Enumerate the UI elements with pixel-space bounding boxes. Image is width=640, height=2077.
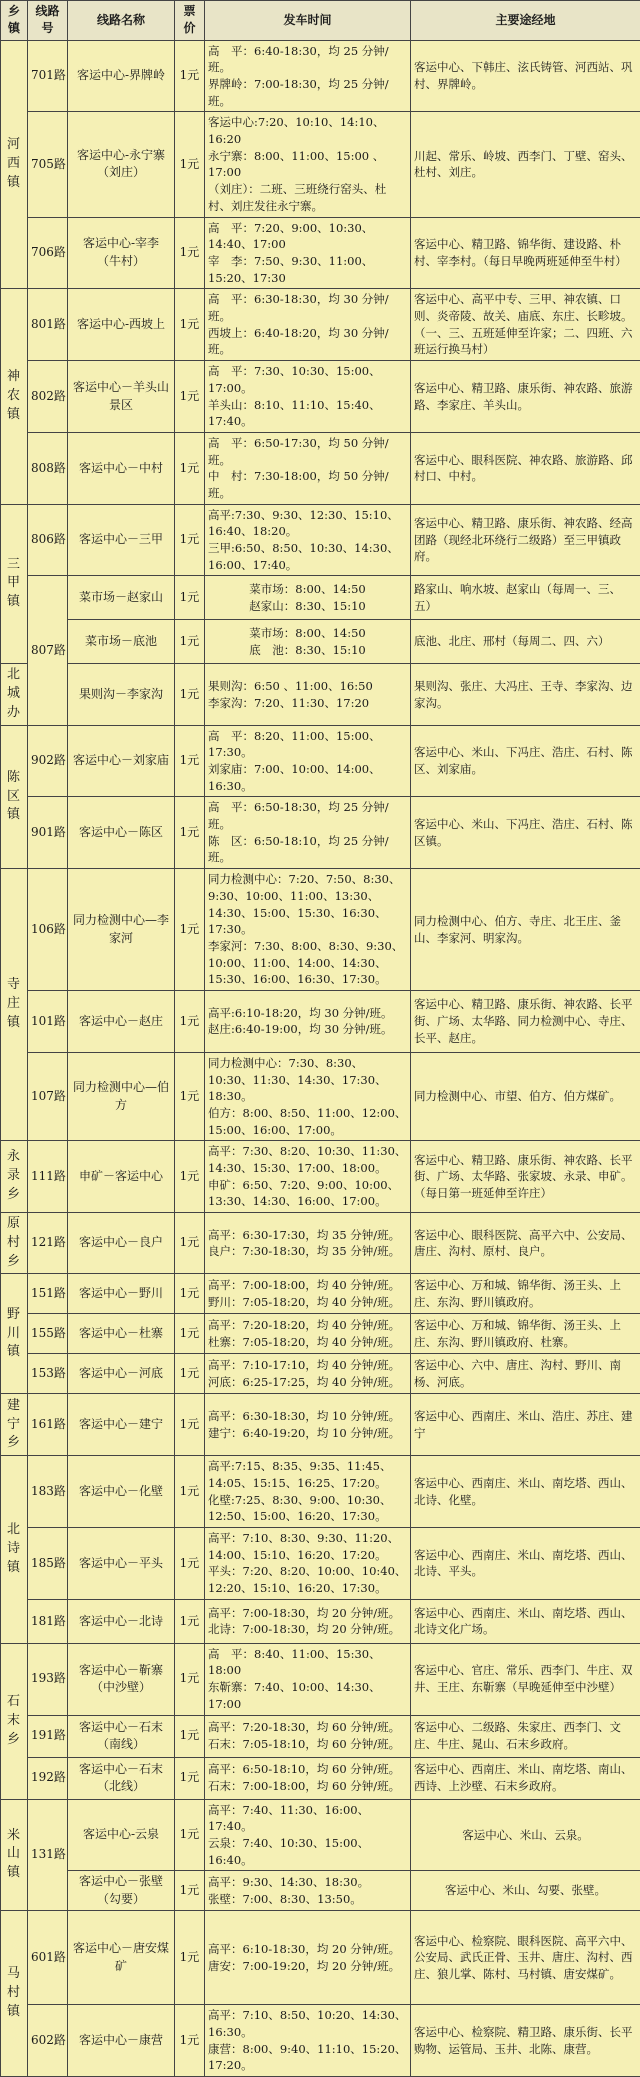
route-number-cell: 131路 [28,1799,68,1911]
table-row [1,1871,640,1911]
table-row [1,576,640,620]
schedule-cell: 高平:7:15、8:35、9:35、11:45、14:05、15:15、16:25、17:20。 化壁:7:25、8:30、9:00、10:30、12:50、15:00、16:20、17:30。 [205,1456,411,1528]
route-name-cell: 客运中心－良户 [68,1212,175,1274]
table-row [1,869,640,991]
table-row [1,990,640,1052]
stops-cell: 客运中心、万和城、锦华街、汤王头、上庄、东沟、野川镇政府。 [411,1274,640,1314]
route-name-cell: 同力检测中心—伯方 [68,1052,175,1140]
route-number-cell: 192路 [28,1757,68,1799]
fare-cell: 1元 [175,361,205,433]
route-name-cell: 客运中心－杜寨 [68,1314,175,1354]
route-name-cell: 客运中心－建宁 [68,1394,175,1456]
route-number-cell: 193路 [28,1643,68,1715]
town-cell: 野川镇 [1,1274,28,1394]
schedule-cell: 高平：7:00-18:30，均 20 分钟/班。 北诗：7:00-18:30，均 20 分钟/班。 [205,1599,411,1643]
table-row [1,1643,640,1715]
route-number-cell: 807路 [28,576,68,726]
fare-cell: 1元 [175,2005,205,2077]
route-name-cell: 客运中心－石末（北线） [68,1757,175,1799]
route-number-cell: 106路 [28,869,68,991]
schedule-cell: 菜市场：8:00、14:50 底 池：8:30、15:10 [205,620,411,664]
fare-cell: 1元 [175,1141,205,1213]
fare-cell: 1元 [175,1394,205,1456]
schedule-cell: 高平：7:20-18:30，均 60 分钟/班。 石末：7:05-18:10，均 60 分钟/班。 [205,1715,411,1757]
route-number-cell: 901路 [28,797,68,869]
header-main-stops: 主要途经地 [411,1,640,41]
stops-cell: 果则沟、张庄、大冯庄、王寺、李家沟、边家沟。 [411,664,640,726]
route-name-cell: 客运中心－石末（南线） [68,1715,175,1757]
schedule-cell: 高平：7:10-17:10，均 40 分钟/班。 河底：6:25-17:25，均 40 分钟/班。 [205,1354,411,1394]
stops-cell: 客运中心、西南庄、米山、南圪塔、南山、西诗、上沙壁、石末乡政府。 [411,1757,640,1799]
table-row [1,1212,640,1274]
table-row [1,1314,640,1354]
fare-cell: 1元 [175,217,205,289]
table-row [1,432,640,504]
route-number-cell: 161路 [28,1394,68,1456]
town-cell: 马村镇 [1,1911,28,2077]
town-cell: 原村乡 [1,1212,28,1274]
stops-cell: 客运中心、精卫路、康乐街、神农路、长平街、广场、太华路、张家坡、永录、申矿。（每日第一班延伸至许庄） [411,1141,640,1213]
stops-cell: 川起、常乐、岭坡、西李门、丁壁、窑头、杜村、刘庄。 [411,112,640,217]
schedule-cell: 高平：7:30、8:20、10:30、11:30、14:30、15:30、17:00、18:00。 申矿：6:50、7:20、9:00、10:00、13:30、14:30、16:00、17:00。 [205,1141,411,1213]
schedule-cell: 高 平：7:30、10:30、15:00、17:00。 羊头山：8:10、11:10、15:40、17:40。 [205,361,411,433]
stops-cell: 客运中心、西南庄、米山、南圪塔、西山、北诗、化壁。 [411,1456,640,1528]
header-route-number: 线路号 [28,1,68,41]
town-cell: 米山镇 [1,1799,28,1911]
table-row [1,1757,640,1799]
fare-cell: 1元 [175,576,205,620]
route-name-cell: 客运中心-界牌岭 [68,40,175,112]
stops-cell: 底池、北庄、邢村（每周二、四、六） [411,620,640,664]
schedule-cell: 同力检测中心：7:20、7:50、8:30、9:30、10:00、11:00、13:30、14:30、15:00、15:30、16:30、17:30。 李家河：7:30、8:00、8:30、9:30、10:00、11:00、14:00、14:30、15:30、16:00、16:30、17:30。 [205,869,411,991]
fare-cell: 1元 [175,725,205,797]
route-number-cell: 111路 [28,1141,68,1213]
schedule-cell: 菜市场：8:00、14:50 赵家山：8:30、15:10 [205,576,411,620]
route-number-cell: 155路 [28,1314,68,1354]
route-number-cell: 183路 [28,1456,68,1528]
schedule-cell: 高 平：8:40、11:00、15:30、18:00 东靳寨：7:40、10:00、14:30、17:00 [205,1643,411,1715]
fare-cell: 1元 [175,1354,205,1394]
fare-cell: 1元 [175,1052,205,1140]
schedule-cell: 高平:7:30、9:30、12:30、15:10、16:40、18:20。 三甲:6:50、8:50、10:30、14:30、16:00、17:40。 [205,504,411,576]
header-departure-time: 发车时间 [205,1,411,41]
fare-cell: 1元 [175,869,205,991]
schedule-cell: 高 平：7:20、9:00、10:30、14:40、17:00 宰 李：7:50、9:30、11:00、15:20、17:30 [205,217,411,289]
town-cell: 寺庄镇 [1,869,28,1141]
schedule-cell: 高 平：8:20、11:00、15:00、17:30。 刘家庙：7:00、10:00、14:00、16:30。 [205,725,411,797]
stops-cell: 客运中心、西南庄、米山、浩庄、苏庄、建宁 [411,1394,640,1456]
route-name-cell: 客运中心－中村 [68,432,175,504]
route-name-cell: 客运中心-永宁寨（刘庄） [68,112,175,217]
schedule-cell: 高 平：6:40-18:30，均 25 分钟/班。 界牌岭：7:00-18:30，均 25 分钟/班。 [205,40,411,112]
fare-cell: 1元 [175,432,205,504]
route-number-cell: 808路 [28,432,68,504]
route-name-cell: 客运中心－赵庄 [68,990,175,1052]
table-row [1,361,640,433]
route-name-cell: 客运中心-宰李（牛村） [68,217,175,289]
route-number-cell: 101路 [28,990,68,1052]
town-cell: 神农镇 [1,289,28,504]
town-cell: 永录乡 [1,1141,28,1213]
fare-cell: 1元 [175,1314,205,1354]
schedule-cell: 高平:6:10-18:20，均 30 分钟/班。 赵庄:6:40-19:00，均 30 分钟/班。 [205,990,411,1052]
stops-cell: 客运中心、下韩庄、泫氏铸管、河西站、巩村、界牌岭。 [411,40,640,112]
fare-cell: 1元 [175,1911,205,2005]
fare-cell: 1元 [175,1871,205,1911]
stops-cell: 客运中心、检察院、眼科医院、高平六中、公安局、武氏正骨、玉井、唐庄、沟村、西庄、狼儿掌、陈村、马村镇、唐安煤矿。 [411,1911,640,2005]
schedule-cell: 同力检测中心：7:30、8:30、10:30、11:30、14:30、17:30、18:30。 伯方：8:00、8:50、11:00、12:00、15:00、16:00、17:00。 [205,1052,411,1140]
fare-cell: 1元 [175,1757,205,1799]
schedule-cell: 高平：7:00-18:00，均 40 分钟/班。 野川：7:05-18:20，均 40 分钟/班。 [205,1274,411,1314]
schedule-cell: 高平：7:20-18:20，均 40 分钟/班。 杜寨：7:05-18:20，均 40 分钟/班。 [205,1314,411,1354]
route-number-cell: 181路 [28,1599,68,1643]
stops-cell: 客运中心、米山、下冯庄、浩庄、石村、陈区、刘家庙。 [411,725,640,797]
town-cell: 建宁乡 [1,1394,28,1456]
schedule-cell: 果则沟：6:50 、11:00、16:50 李家沟：7:20、11:30、17:20 [205,664,411,726]
table-row [1,725,640,797]
stops-cell: 客运中心、西南庄、米山、南圪塔、西山、北诗、平头。 [411,1528,640,1600]
fare-cell: 1元 [175,112,205,217]
route-name-cell: 果则沟－李家沟 [68,664,175,726]
stops-cell: 客运中心、二级路、朱家庄、西李门、文庄、牛庄、晁山、石末乡政府。 [411,1715,640,1757]
town-cell: 三甲镇 [1,504,28,664]
fare-cell: 1元 [175,1274,205,1314]
town-cell: 河西镇 [1,40,28,288]
route-name-cell: 申矿－客运中心 [68,1141,175,1213]
route-number-cell: 121路 [28,1212,68,1274]
stops-cell: 客运中心、万和城、锦华街、汤王头、上庄、东沟、野川镇政府、杜寨。 [411,1314,640,1354]
stops-cell: 同力检测中心、市望、伯方、伯方煤矿。 [411,1052,640,1140]
route-name-cell: 客运中心－化壁 [68,1456,175,1528]
stops-cell: 客运中心、精卫路、康乐街、神农路、经高团路（现经北环绕行二级路）至三甲镇政府。 [411,504,640,576]
town-cell: 石末乡 [1,1643,28,1799]
stops-cell: 路家山、响水坡、赵家山（每周一、三、五） [411,576,640,620]
table-row [1,1354,640,1394]
schedule-cell: 高 平：6:50-18:30，均 25 分钟/班。 陈 区：6:50-18:10，均 25 分钟/班。 [205,797,411,869]
route-name-cell: 客运中心－陈区 [68,797,175,869]
route-number-cell: 705路 [28,112,68,217]
fare-cell: 1元 [175,664,205,726]
route-name-cell: 客运中心-西坡上 [68,289,175,361]
route-name-cell: 客运中心－羊头山景区 [68,361,175,433]
route-name-cell: 菜市场－赵家山 [68,576,175,620]
table-row [1,2005,640,2077]
route-name-cell: 客运中心－平头 [68,1528,175,1600]
route-number-cell: 153路 [28,1354,68,1394]
schedule-cell: 高平：7:40、11:30、16:00、17:40。 云泉：7:40、10:30、15:00、16:40。 [205,1799,411,1871]
stops-cell: 客运中心、精卫路、康乐街、神农路、长平街、广场、太华路、同力检测中心、寺庄、长平、赵庄。 [411,990,640,1052]
table-row [1,217,640,289]
schedule-cell: 高平：7:10、8:30、9:30、11:20、14:00、15:10、16:20、17:20。 平头：7:20、8:20、10:00、10:40、12:20、15:10、16:20、17:30。 [205,1528,411,1600]
route-number-cell: 185路 [28,1528,68,1600]
header-route-name: 线路名称 [68,1,175,41]
stops-cell: 客运中心、六中、唐庄、沟村、野川、南杨、河底。 [411,1354,640,1394]
schedule-cell: 高平：6:30-18:30，均 10 分钟/班。 建宁：6:40-19:20，均 10 分钟/班。 [205,1394,411,1456]
schedule-cell: 高平：7:10、8:50、10:20、14:30、16:30。 康营：8:00、9:40、11:10、15:20、17:20。 [205,2005,411,2077]
fare-cell: 1元 [175,1599,205,1643]
table-row [1,664,640,726]
route-name-cell: 客运中心－靳寨（中沙壁） [68,1643,175,1715]
table-row [1,1456,640,1528]
table-row [1,1394,640,1456]
table-row [1,1528,640,1600]
fare-cell: 1元 [175,990,205,1052]
header-town: 乡镇 [1,1,28,41]
fare-cell: 1元 [175,1456,205,1528]
route-name-cell: 客运中心－北诗 [68,1599,175,1643]
fare-cell: 1元 [175,289,205,361]
fare-cell: 1元 [175,1715,205,1757]
schedule-cell: 高平：6:10-18:30，均 20 分钟/班。 唐安：7:00-19:20，均 20 分钟/班。 [205,1911,411,2005]
stops-cell: 客运中心、西南庄、米山、南圪塔、西山、北诗文化广场。 [411,1599,640,1643]
fare-cell: 1元 [175,504,205,576]
fare-cell: 1元 [175,620,205,664]
route-number-cell: 107路 [28,1052,68,1140]
table-row [1,289,640,361]
fare-cell: 1元 [175,1643,205,1715]
schedule-cell: 客运中心:7:20、10:10、14:10、16:20 永宁寨：8:00、11:00、15:00 、17:00 （刘庄）：二班、三班绕行窑头、杜村、刘庄发往永宁寨。 [205,112,411,217]
fare-cell: 1元 [175,797,205,869]
table-row [1,1052,640,1140]
table-row [1,1599,640,1643]
table-row [1,1141,640,1213]
stops-cell: 客运中心、检察院、精卫路、康乐街、长平购物、运管局、玉井、北陈、康营。 [411,2005,640,2077]
stops-cell: 客运中心、精卫路、康乐街、神农路、旅游路、李家庄、羊头山。 [411,361,640,433]
schedule-cell: 高平：6:30-17:30，均 35 分钟/班。 良户：7:30-18:30，均 35 分钟/班。 [205,1212,411,1274]
route-name-cell: 客运中心-云泉 [68,1799,175,1871]
table-row [1,1274,640,1314]
route-number-cell: 806路 [28,504,68,576]
route-number-cell: 602路 [28,2005,68,2077]
route-name-cell: 客运中心－唐安煤矿 [68,1911,175,2005]
fare-cell: 1元 [175,1799,205,1871]
town-cell: 北诗镇 [1,1456,28,1643]
schedule-cell: 高 平：6:50-17:30，均 50 分钟/班。 中 村：7:30-18:00，均 50 分钟/班。 [205,432,411,504]
route-name-cell: 客运中心－刘家庙 [68,725,175,797]
route-name-cell: 客运中心－野川 [68,1274,175,1314]
route-name-cell: 菜市场－底池 [68,620,175,664]
table-row [1,797,640,869]
stops-cell: 客运中心、米山、勾要、张壁。 [411,1871,640,1911]
route-name-cell: 客运中心－张壁（勾要） [68,1871,175,1911]
route-number-cell: 802路 [28,361,68,433]
stops-cell: 客运中心、精卫路、锦华街、建设路、朴村、宰李村。（每日早晚两班延伸至牛村） [411,217,640,289]
route-number-cell: 801路 [28,289,68,361]
fare-cell: 1元 [175,1528,205,1600]
fare-cell: 1元 [175,40,205,112]
route-number-cell: 601路 [28,1911,68,2005]
town-cell: 北城办 [1,664,28,726]
table-header-row [1,1,640,41]
town-cell: 陈区镇 [1,725,28,868]
fare-cell: 1元 [175,1212,205,1274]
table-row [1,504,640,576]
stops-cell: 同力检测中心、伯方、寺庄、北王庄、釜山、李家河、明家沟。 [411,869,640,991]
table-row [1,112,640,217]
route-name-cell: 客运中心－三甲 [68,504,175,576]
route-number-cell: 151路 [28,1274,68,1314]
route-number-cell: 902路 [28,725,68,797]
stops-cell: 客运中心、眼科医院、高平六中、公安局、唐庄、沟村、原村、良户。 [411,1212,640,1274]
header-fare: 票价 [175,1,205,41]
table-row [1,1799,640,1871]
table-row [1,40,640,112]
table-row [1,620,640,664]
stops-cell: 客运中心、官庄、常乐、西李门、牛庄、双井、王庄、东靳寨（早晚延伸至中沙壁） [411,1643,640,1715]
stops-cell: 客运中心、高平中专、三甲、神农镇、口则、炎帝陵、故关、庙底、东庄、长畛坡。（一、三、五班延伸至许家；二、四班、六班运行换马村） [411,289,640,361]
stops-cell: 客运中心、米山、云泉。 [411,1799,640,1871]
route-name-cell: 客运中心－河底 [68,1354,175,1394]
schedule-cell: 高 平：6:30-18:30，均 30 分钟/班。 西坡上：6:40-18:20，均 30 分钟/班。 [205,289,411,361]
schedule-cell: 高平：9:30、14:30、18:30。 张壁：7:00、8:30、13:50。 [205,1871,411,1911]
table-row [1,1911,640,2005]
stops-cell: 客运中心、眼科医院、神农路、旅游路、邱村口、中村。 [411,432,640,504]
route-number-cell: 706路 [28,217,68,289]
table-row [1,1715,640,1757]
route-name-cell: 同力检测中心—李家河 [68,869,175,991]
route-number-cell: 701路 [28,40,68,112]
stops-cell: 客运中心、米山、下冯庄、浩庄、石村、陈区镇。 [411,797,640,869]
route-number-cell: 191路 [28,1715,68,1757]
route-name-cell: 客运中心－康营 [68,2005,175,2077]
schedule-cell: 高平：6:50-18:10，均 60 分钟/班。 石末：7:00-18:00，均 60 分钟/班。 [205,1757,411,1799]
